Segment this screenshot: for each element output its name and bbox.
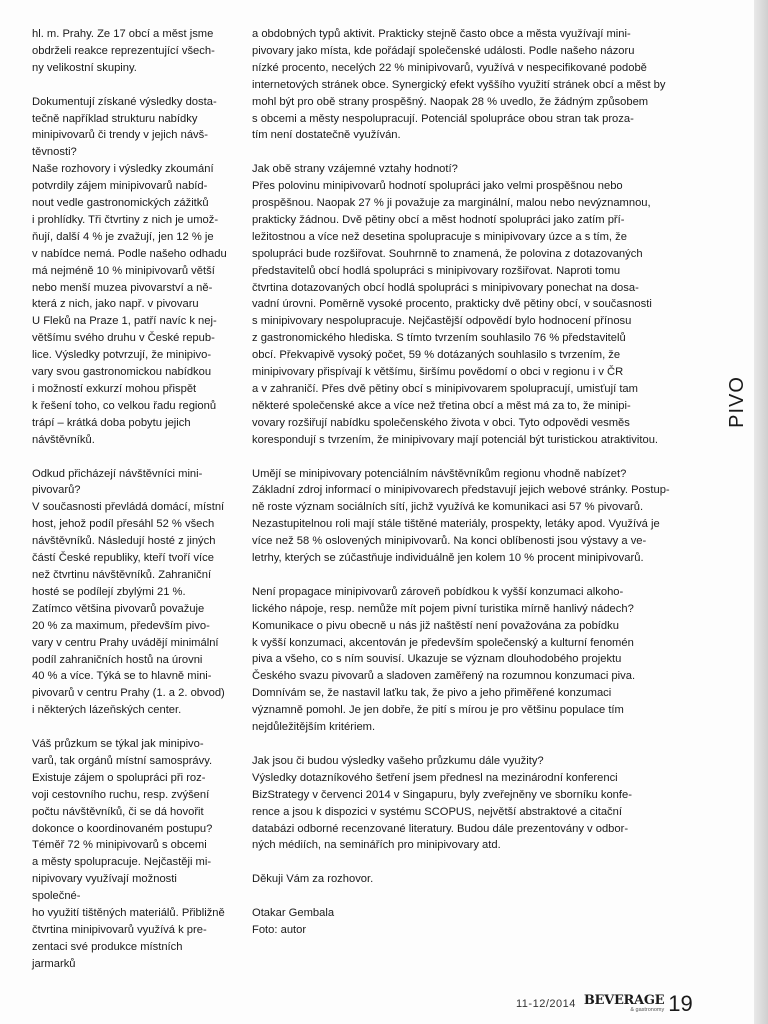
text-line: tečně například strukturu nabídky [32, 112, 198, 125]
text-line: čtvrtina minipivovarů využívá k pre- [32, 923, 207, 936]
text-line: Základní zdroj informací o minipivovarech představují jejich webové stránky. Postup- [252, 484, 670, 497]
left-paragraph [32, 466, 228, 720]
text-line: lice. Výsledky potvrzují, že minipivo- [32, 349, 212, 362]
text-line: Umějí se minipivovary potenciálním návštěvníkům regionu vhodně nabízet? [252, 467, 627, 480]
text-line: korespondují s tvrzením, že minipivovary mají potenciál být turistickou atraktivitou. [252, 433, 659, 446]
text-line: i prohlídky. Tři čtvrtiny z nich je umož- [32, 213, 219, 226]
text-line: nebo menší muzea pivovarství a ně- [32, 281, 213, 294]
text-line: více než 58 % oslovených minipivovarů. Na konci oblíbenosti jsou výstavy a ve- [252, 535, 647, 548]
page-number: 19 [668, 991, 693, 1016]
right-column [252, 26, 684, 956]
text-line: rence a jsou k dispozici v systému SCOPUS, největší abstraktové a citační [252, 805, 622, 818]
text-line: varů, tak orgánů místní samosprávy. [32, 754, 213, 767]
text-line: 40 % a více. Týká se to hlavně mini- [32, 670, 212, 683]
text-line: Domnívám se, že nastavil laťku tak, že pivo a jeho přiměřené konzumaci [252, 687, 612, 700]
text-line: představitelů obcí hodlá spolupráci s minipivovary rozšiřovat. Naproti tomu [252, 264, 621, 277]
text-line: Naše rozhovory i výsledky zkoumání [32, 163, 214, 176]
text-line: Jak jsou či budou výsledky vašeho průzkumu dále využity? [252, 754, 544, 767]
text-line: Váš průzkum se týkal jak minipivo- [32, 738, 204, 751]
text-line: Foto: autor [252, 923, 307, 936]
text-line: která z nich, jako např. v pivovaru [32, 298, 199, 311]
text-line: s minipivovary nespolupracuje. Nejčastější odpovědí bylo hodnocení přínosu [252, 315, 632, 328]
text-line: hl. m. Prahy. Ze 17 obcí a měst jsme [32, 28, 214, 40]
text-line: Dokumentují získané výsledky dosta- [32, 95, 217, 108]
text-line: pivovarů? [32, 484, 81, 497]
text-line: ňují, další 4 % je zvažují, jen 12 % je [32, 230, 214, 243]
text-line: i některých lázeňských center. [32, 704, 182, 717]
right-paragraph [252, 871, 684, 888]
text-line: trápí – krátká doba pobytu jejich [32, 416, 191, 429]
text-line: a v zahraničí. Přes dvě pětiny obcí s minipivovarem spolupracují, umisťují tam [252, 383, 638, 396]
text-line: Odkud přicházejí návštěvníci mini- [32, 467, 203, 480]
text-line: Děkuji Vám za rozhovor. [252, 873, 374, 886]
brand-subtitle: & gastronomy [630, 1007, 665, 1014]
text-line: návštěvníků. Následují hosté z jiných [32, 535, 216, 548]
text-line: v nabídce nemá. Podle našeho odhadu [32, 247, 227, 260]
text-line: nout vedle gastronomických zážitků [32, 197, 209, 210]
text-line: vary svou gastronomickou nabídkou [32, 366, 212, 379]
magazine-logo [584, 994, 664, 1014]
text-line: Nezastupitelnou roli mají stále tištěné materiály, prospekty, letáky apod. Využívá je [252, 518, 660, 531]
text-line: a městy spolupracuje. Nejčastěji mi- [32, 856, 212, 869]
text-line: Přes polovinu minipivovarů hodnotí spolupráci jako velmi prospěšnou nebo [252, 180, 623, 193]
section-label: PIVO [725, 376, 748, 428]
text-line: Jak obě strany vzájemné vztahy hodnotí? [252, 163, 458, 176]
text-line: vary v centru Prahy uvádějí minimální [32, 636, 219, 649]
right-paragraph [252, 753, 684, 854]
text-line: obcí. Překvapivě vysoký počet, 59 % dotázaných souhlasilo s tvrzením, že [252, 349, 621, 362]
text-line: mohl být pro obě strany prospěšný. Naopak 28 % uvedlo, že žádným způsobem [252, 95, 649, 108]
text-line: ležitostnou a více než desetina spolupracuje s minipivovary úzce a s tím, že [252, 230, 627, 243]
left-paragraph [32, 94, 228, 449]
right-paragraph [252, 584, 684, 736]
text-line: nejdůležitějším kritériem. [252, 721, 376, 734]
text-line: Existuje zájem o spolupráci při roz- [32, 771, 206, 784]
page-edge [754, 0, 768, 1024]
text-line: nízké procento, necelých 22 % minipivovarů, využívá v nespecifikované podobě [252, 61, 647, 74]
left-paragraph [32, 26, 228, 77]
text-line: a obdobných typů aktivit. Prakticky stejně často obce a města využívají mini- [252, 28, 631, 40]
text-line: Komunikace o pivu obecně u nás již naštěstí není považována za pobídku [252, 619, 619, 632]
text-line: podíl zahraničních hostů na úrovni [32, 653, 203, 666]
text-line: U Fleků na Praze 1, patří navíc k nej- [32, 315, 217, 328]
text-line: některé společenské akce a více než třetina obcí a měst má za to, že minipi- [252, 399, 631, 412]
text-line: voji cestovního ruchu, resp. zvýšení [32, 788, 210, 801]
text-line: ny velikostní skupiny. [32, 61, 137, 74]
text-line: 20 % za maximum, především pivo- [32, 619, 210, 632]
text-line: Výsledky dotazníkového šetření jsem přednesl na mezinárodní konferenci [252, 771, 618, 784]
text-line: minipivovarů či trendy v jejich návš- [32, 129, 208, 142]
text-line: BizStrategy v červenci 2014 v Singapuru, byly zveřejněny ve sborníku konfe- [252, 788, 632, 801]
text-line: internetových stránek obce. Synergický efekt vyššího využití stránek obcí a měst by [252, 78, 666, 91]
text-line: vadní úrovni. Poměrně vysoké procento, prakticky dvě pětiny obcí, v současnosti [252, 298, 652, 311]
text-line: i možností exkurzí mohou přispět [32, 383, 197, 396]
right-paragraph [252, 466, 684, 567]
text-line: Českého svazu pivovarů a sladoven zaměřený na rozumnou konzumaci piva. [252, 670, 636, 683]
issue-number: 11-12/2014 [516, 998, 576, 1010]
text-line: má nejméně 10 % minipivovarů větší [32, 264, 215, 277]
text-line: s obcemi a městy nespolupracují. Potenciál spolupráce obou stran tak proza- [252, 112, 634, 125]
text-line: většímu svého druhu v České repub- [32, 332, 215, 345]
text-line: významně pomohl. Je jen dobře, že pití s mírou je pro většinu populace tím [252, 704, 624, 717]
text-line: vovary rozšiřují nabídku společenského života v obci. Tyto odpovědi vesměs [252, 416, 630, 429]
text-line: spolupráci bude rozšiřovat. Souhrnně to znamená, že polovina z dotazovaných [252, 247, 643, 260]
text-line: počtu návštěvníků, či se dá hovořit [32, 805, 204, 818]
text-line: čtvrtina dotazovaných obcí hodlá spolupráci s minipivovary ponechat na dosa- [252, 281, 639, 294]
brand-name: BEVERAGE [583, 993, 665, 1009]
text-line: prospěšnou. Naopak 27 % ji považuje za marginální, malou nebo nevýznamnou, [252, 197, 651, 210]
text-line: prakticky žádnou. Dvě pětiny obcí a měst hodnotí spolupráci jako zatím pří- [252, 213, 625, 226]
right-paragraph [252, 26, 684, 144]
right-paragraph [252, 905, 684, 939]
text-line: pivovary jako místa, kde pořádají společenské události. Podle našeho názoru [252, 44, 635, 57]
text-line: tím není dostatečně využíván. [252, 129, 401, 142]
text-line: Otakar Gembala [252, 907, 335, 920]
left-paragraph [32, 736, 228, 973]
text-line: dokonce o koordinovaném postupu? [32, 822, 213, 835]
text-line: Zatímco většina pivovarů považuje [32, 602, 205, 615]
text-line: těvnosti? [32, 146, 77, 159]
text-line: z gastronomického hlediska. S tímto tvrzením souhlasilo 76 % představitelů [252, 332, 626, 345]
text-line: host, jehož podíl přesáhl 52 % všech [32, 518, 215, 531]
text-line: ho využití tištěných materiálů. Přibližně [32, 907, 225, 920]
text-line: zentaci své produkce místních jarmarků [32, 940, 183, 970]
text-line: databázi odborné recenzované literatury. Budou dále prezentovány v odbor- [252, 822, 629, 835]
text-line: lického nápoje, resp. nemůže mít pojem pivní turistika mírně hanlivý nádech? [252, 602, 634, 615]
text-line: hosté se podílejí zbylými 21 %. [32, 585, 186, 598]
text-line: částí České republiky, kteří tvoří více [32, 552, 214, 565]
text-line: potvrdily zájem minipivovarů nabíd- [32, 180, 208, 193]
text-line: letrhy, kterých se zúčastňuje individuálně jen kolem 10 % procent minipivovarů. [252, 552, 644, 565]
text-line: ně roste význam sociálních sítí, jichž využívá ke komunikaci asi 57 % pivovarů. [252, 501, 644, 514]
text-line: minipivovary přispívají k většímu, širšímu povědomí o obci v regionu i v ČR [252, 366, 624, 379]
left-column [32, 26, 228, 990]
text-line: návštěvníků. [32, 433, 95, 446]
right-paragraph [252, 161, 684, 448]
text-line: V současnosti převládá domácí, místní [32, 501, 225, 514]
text-line: k vyšší konzumaci, akcentován je především společenský a kulturní fenomén [252, 636, 634, 649]
text-line: Není propagace minipivovarů zároveň pobídkou k vyšší konzumaci alkoho- [252, 585, 624, 598]
page-footer [516, 984, 693, 1024]
text-line: než čtvrtinu návštěvníků. Zahraniční [32, 568, 212, 581]
text-line: ných médiích, na seminářích pro minipivovary atd. [252, 839, 501, 852]
text-line: pivovarů v centru Prahy (1. a 2. obvod) [32, 687, 225, 700]
text-line: Téměř 72 % minipivovarů s obcemi [32, 839, 207, 852]
text-line: obdrželi reakce reprezentující všech- [32, 44, 215, 57]
text-line: piva a všeho, co s ním souvisí. Ukazuje se význam dlouhodobého projektu [252, 653, 622, 666]
text-line: nipivovary využívají možnosti společné- [32, 873, 177, 903]
text-line: k řešení toho, co velkou řadu regionů [32, 399, 217, 412]
